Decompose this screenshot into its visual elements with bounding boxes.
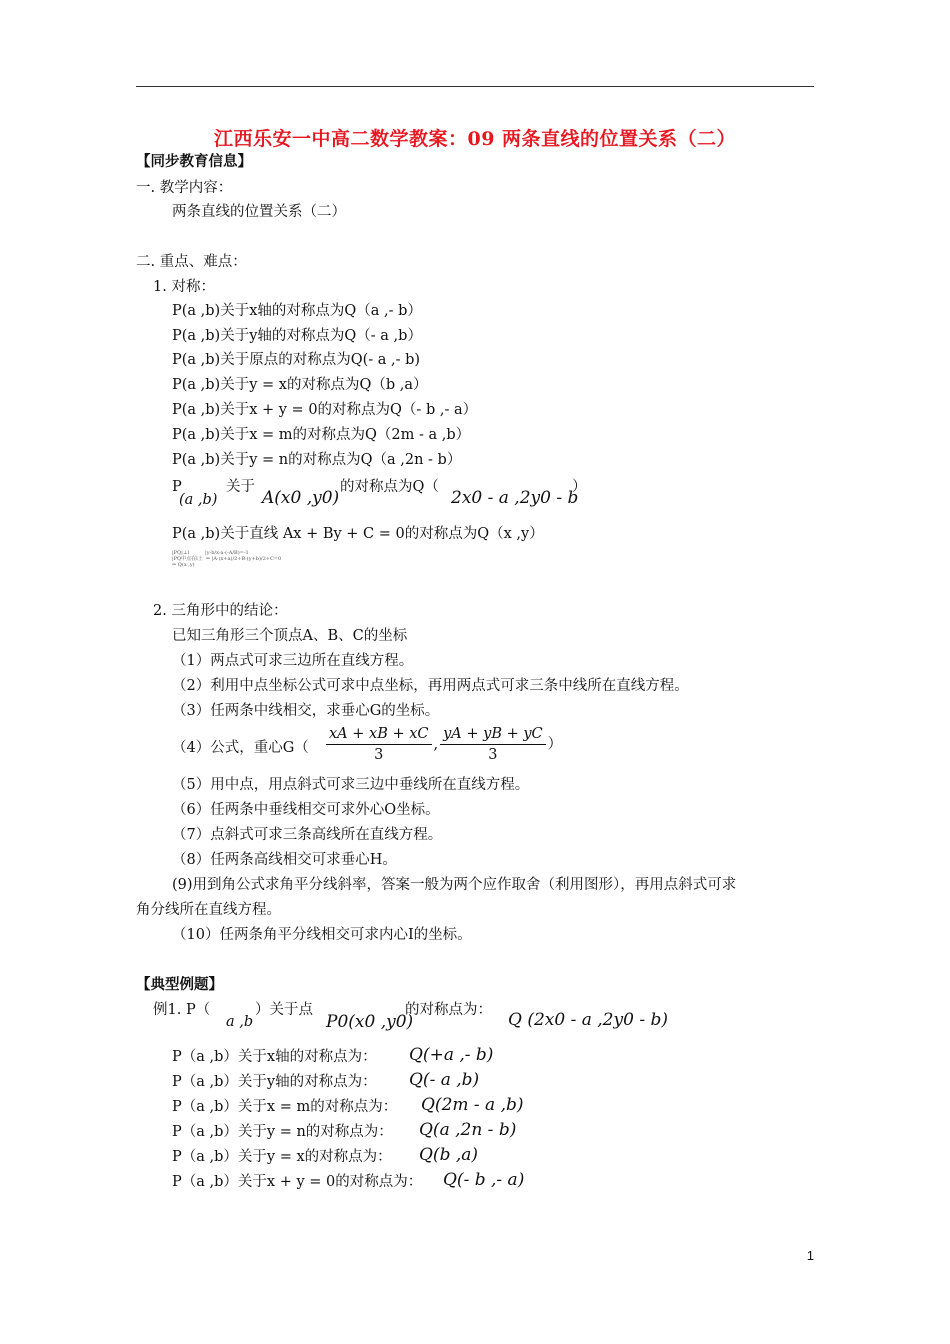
example-line-5-text: P（a ,b）关于y = x的对称点为：	[172, 1149, 392, 1165]
tiny-formula: |PQ|⊥l |y-b/x-a·(-A/B)=-1 |PQ中点在l上 ⇒ |A·(x+a)/2+B·(y+b)/2+C=0 ⇒ Q(x ,y)	[172, 550, 282, 568]
example-line-4-text: P（a ,b）关于y = n的对称点为：	[172, 1124, 393, 1140]
content-heading: 一. 教学内容：	[136, 180, 233, 196]
example-line-1-text: P（a ,b）关于x轴的对称点为：	[172, 1049, 377, 1065]
example-1-result: Q (2x0 - a ,2y0 - b)	[508, 1010, 668, 1030]
triangle-item-9-line-1: (9)用到角公式求角平分线斜率，答案一般为两个应作取舍（利用图形），再用点斜式可求	[172, 877, 737, 893]
example-line-3-text: P（a ,b）关于x = m的对称点为：	[172, 1099, 398, 1115]
centroid-x-fraction	[326, 724, 432, 765]
triangle-item-2: （2）利用中点坐标公式可求中点坐标，再用两点式可求三条中线所在直线方程。	[172, 678, 689, 694]
triangle-item-10: （10）任两条角平分线相交可求内心I的坐标。	[172, 927, 472, 943]
examples-heading: 【典型例题】	[136, 976, 223, 993]
symmetry-line-1: P(a ,b)关于x轴的对称点为Q（a ,- b）	[172, 303, 422, 319]
triangle-item-6: （6）任两条中垂线相交可求外心O坐标。	[172, 802, 440, 818]
sync-info-heading: 【同步教育信息】	[136, 153, 252, 170]
symmetry-point-ab: (a ,b)	[179, 492, 218, 508]
example-line-1-result: Q(+a ,- b)	[409, 1045, 494, 1065]
centroid-y-denominator: 3	[488, 747, 498, 763]
centroid-x-denominator: 3	[374, 747, 384, 763]
triangle-item-7: （7）点斜式可求三条高线所在直线方程。	[172, 827, 443, 843]
symmetry-line-6: P(a ,b)关于x = m的对称点为Q（2m - a ,b）	[172, 427, 471, 443]
centroid-close: ）	[547, 736, 563, 753]
example-line-6-text: P（a ,b）关于x + y = 0的对称点为：	[172, 1174, 423, 1190]
symmetry-point-result: 2x0 - a ,2y0 - b	[451, 488, 579, 508]
centroid-formula	[324, 724, 562, 765]
example-line-2-result: Q(- a ,b)	[409, 1070, 480, 1090]
example-line-5-result: Q(b ,a)	[419, 1145, 479, 1165]
symmetry-line-4: P(a ,b)关于y = x的对称点为Q（b ,a）	[172, 377, 428, 393]
symmetry-point-close: ）	[572, 479, 587, 495]
symmetry-line-3: P(a ,b)关于原点的对称点为Q(- a ,- b)	[172, 352, 421, 368]
symmetry-line-5: P(a ,b)关于x + y = 0的对称点为Q（- b ,- a）	[172, 402, 478, 418]
triangle-item-9-line-2: 角分线所在直线方程。	[136, 902, 281, 918]
triangle-item-5: （5）用中点，用点斜式可求三边中垂线所在直线方程。	[172, 777, 530, 793]
centroid-y-numerator: yA + yB + yC	[440, 724, 546, 745]
example-line-4-result: Q(a ,2n - b)	[419, 1120, 517, 1140]
symmetry-line-7: P(a ,b)关于y = n的对称点为Q（a ,2n - b）	[172, 452, 462, 468]
centroid-separator: ,	[433, 736, 439, 753]
example-line-6-result: Q(- b ,- a)	[443, 1170, 525, 1190]
symmetry-heading: 1. 对称：	[153, 279, 215, 295]
header-rule	[136, 86, 814, 87]
page-title: 江西乐安一中高二数学教案：09 两条直线的位置关系（二）	[213, 128, 737, 150]
example-1-mid: 的对称点为：	[405, 1002, 492, 1018]
example-1-ab: a ,b	[226, 1014, 254, 1030]
example-1-label: 例1. P（	[153, 1002, 211, 1018]
triangle-item-8: （8）任两条高线相交可求垂心H。	[172, 852, 397, 868]
example-1-P0: P0(x0 ,y0)	[326, 1012, 414, 1032]
triangle-heading: 2. 三角形中的结论：	[153, 603, 288, 619]
triangle-item-1: （1）两点式可求三边所在直线方程。	[172, 653, 414, 669]
key-heading: 二. 重点、难点：	[136, 254, 247, 270]
triangle-item-4-prefix: （4）公式，重心G（	[172, 740, 309, 756]
example-line-2-text: P（a ,b）关于y轴的对称点为：	[172, 1074, 377, 1090]
symmetry-line-general: P(a ,b)关于直线 Ax + By + C = 0的对称点为Q（x ,y）	[172, 526, 544, 542]
example-1-about: ）关于点	[255, 1002, 313, 1018]
symmetry-point-A: A(x0 ,y0)	[262, 488, 340, 508]
symmetry-point-prefix: P	[172, 479, 182, 495]
centroid-x-numerator: xA + xB + xC	[326, 724, 432, 745]
triangle-intro: 已知三角形三个顶点A、B、C的坐标	[172, 628, 408, 644]
example-line-3-result: Q(2m - a ,b)	[421, 1095, 524, 1115]
symmetry-line-2: P(a ,b)关于y轴的对称点为Q（- a ,b）	[172, 328, 422, 344]
triangle-item-3: （3）任两条中线相交，求垂心G的坐标。	[172, 703, 440, 719]
content-body: 两条直线的位置关系（二）	[172, 204, 346, 220]
centroid-y-fraction	[440, 724, 546, 765]
symmetry-point-mid: 的对称点为Q（	[340, 479, 439, 495]
symmetry-point-about: 关于	[226, 479, 255, 495]
page-number: 1	[806, 1248, 814, 1263]
